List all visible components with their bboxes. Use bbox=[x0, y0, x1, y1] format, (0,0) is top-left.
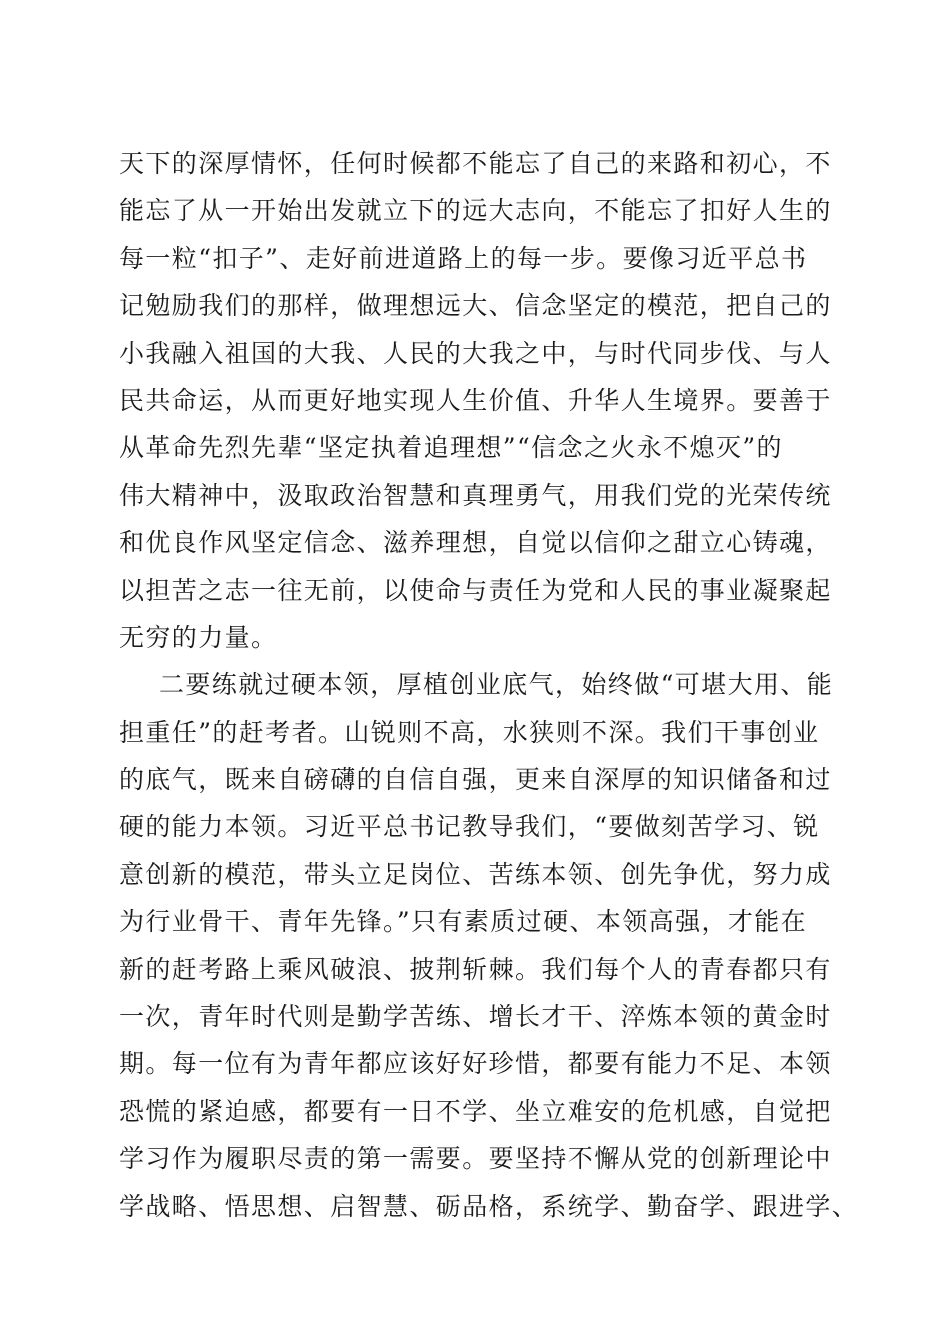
text-line: 以担苦之志一往无前，以使命与责任为党和人民的事业凝聚起 bbox=[119, 575, 832, 605]
text-line: 民共命运，从而更好地实现人生价值、升华人生境界。要善于 bbox=[119, 385, 832, 415]
text-line: 小我融入祖国的大我、人民的大我之中，与时代同步伐、与人 bbox=[119, 338, 832, 368]
text-line: 担重任”的赶考者。山锐则不高，水狭则不深。我们干事创业 bbox=[119, 717, 820, 747]
text-line: 硬的能力本领。习近平总书记教导我们，“要做刻苦学习、锐 bbox=[119, 812, 820, 842]
text-line: 为行业骨干、青年先锋。”只有素质过硬、本领高强，才能在 bbox=[119, 907, 808, 937]
text-line: 无穷的力量。 bbox=[119, 622, 278, 652]
text-line: 天下的深厚情怀，任何时候都不能忘了自己的来路和初心，不 bbox=[119, 149, 832, 178]
text-line: 的底气，既来自磅礴的自信自强，更来自深厚的知识储备和过 bbox=[119, 765, 832, 795]
text-line: 记勉励我们的那样，做理想远大、信念坚定的模范，把自己的 bbox=[119, 291, 832, 321]
text-line: 伟大精神中，汲取政治智慧和真理勇气，用我们党的光荣传统 bbox=[119, 480, 832, 510]
body-text bbox=[119, 140, 859, 1230]
text-line: 从革命先烈先辈“坚定执着追理想”“信念之火永不熄灭”的 bbox=[119, 433, 783, 463]
text-line: 每一粒“扣子”、走好前进道路上的每一步。要像习近平总书 bbox=[119, 243, 808, 273]
text-line: 意创新的模范，带头立足岗位、苦练本领、创先争优，努力成 bbox=[119, 859, 832, 889]
text-line: 学习作为履职尽责的第一需要。要坚持不懈从党的创新理论中 bbox=[119, 1144, 832, 1174]
text-line: 新的赶考路上乘风破浪、披荆斩棘。我们每个人的青春都只有 bbox=[119, 954, 832, 984]
paragraph-start-line: 二要练就过硬本领，厚植创业底气，始终做“可堪大用、能 bbox=[159, 670, 834, 700]
text-line: 能忘了从一开始出发就立下的远大志向，不能忘了扣好人生的 bbox=[119, 196, 832, 226]
text-line: 学战略、悟思想、启智慧、砺品格，系统学、勤奋学、跟进学、 bbox=[119, 1191, 859, 1221]
text-line: 和优良作风坚定信念、滋养理想，自觉以信仰之甜立心铸魂， bbox=[119, 528, 832, 558]
text-line: 恐慌的紧迫感，都要有一日不学、坐立难安的危机感，自觉把 bbox=[119, 1096, 832, 1126]
text-line: 期。每一位有为青年都应该好好珍惜，都要有能力不足、本领 bbox=[119, 1049, 832, 1079]
text-line: 一次，青年时代则是勤学苦练、增长才干、淬炼本领的黄金时 bbox=[119, 1002, 832, 1032]
